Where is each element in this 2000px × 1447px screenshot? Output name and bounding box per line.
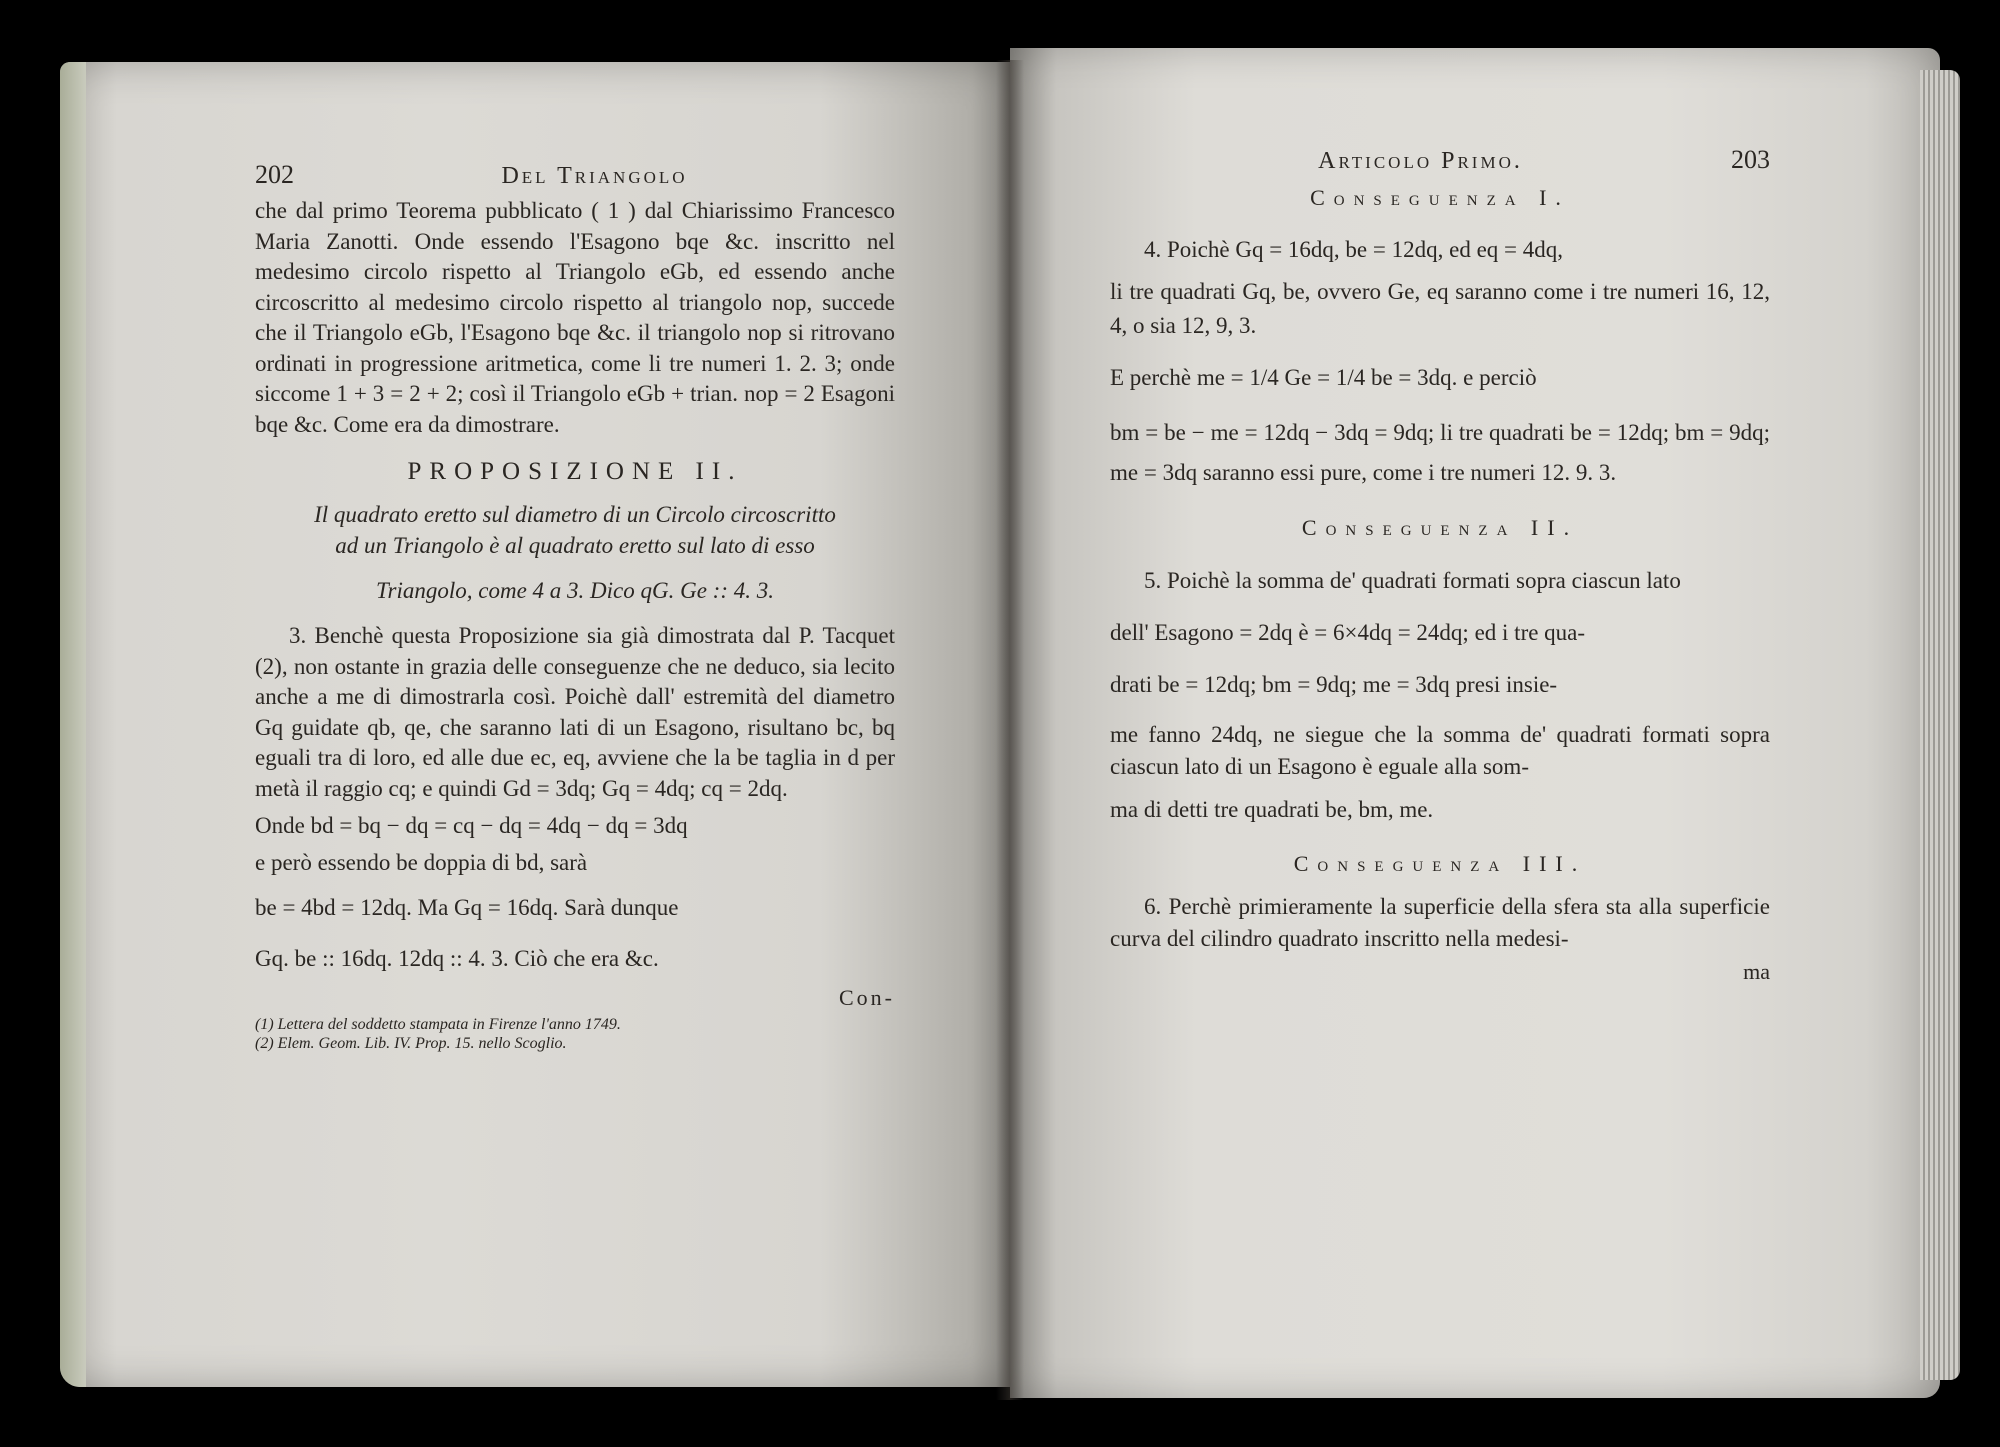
text-line: me fanno 24dq, ne siegue che la somma de' quadrati formati sopra ciascun lato di un Esagono è eguale alla som- bbox=[1110, 722, 1770, 779]
formula-line: be = 4bd = 12dq. Ma Gq = 16dq. Sarà dunque bbox=[255, 894, 679, 920]
paragraph-3: 3. Benchè questa Proposizione sia già dimostrata dal P. Tacquet (2), non ostante in grazia delle conseguenze che ne deduco, sia lecito anche a me di dimostrarla così. Poichè dall' estremità del diametro Gq guidate qb, qe, che saranno lati di un Esagono, risultano bc, bq eguali tra di loro, ed alle due ec, eq, avviene che la be taglia in d per metà il raggio cq; e quindi Gd = 3dq; Gq = 4dq; cq = 2dq. bbox=[255, 623, 895, 801]
footnote: (2) Elem. Geom. Lib. IV. Prop. 15. nello Scoglio. bbox=[255, 1034, 567, 1052]
text-line: 5. Poichè la somma de' quadrati formati sopra ciascun lato bbox=[1144, 568, 1681, 593]
page-number: 202 bbox=[255, 160, 294, 189]
section-heading: Conseguenza II. bbox=[1301, 515, 1579, 540]
section-heading: Conseguenza III. bbox=[1293, 851, 1587, 876]
left-page-text bbox=[255, 160, 895, 1053]
proposition-statement-line: Il quadrato eretto sul diametro di un Circolo circoscritto bbox=[314, 502, 836, 527]
right-running-head bbox=[1110, 145, 1770, 175]
formula-line: Onde bd = bq − dq = cq − dq = 4dq − dq = 3dq bbox=[255, 813, 688, 838]
page-edges bbox=[1920, 70, 1960, 1380]
proposition-statement-line: Triangolo, come 4 a 3. Dico qG. Ge :: 4. 3. bbox=[376, 578, 774, 603]
intro-paragraph: che dal primo Teorema pubblicato ( 1 ) dal Chiarissimo Francesco Maria Zanotti. Onde essendo l'Esagono bqe &c. inscritto nel medesimo circolo rispetto al Triangolo eGb, ed essendo anche circoscritto al medesimo circolo rispetto al triangolo nop, succede che il Triangolo eGb, l'Esagono bqe &c. il triangolo nop si ritrovano ordinati in progressione aritmetica, come li tre numeri 1. 2. 3; onde siccome 1 + 3 = 2 + 2; così il Triangolo eGb + trian. nop = 2 Esagoni bqe &c. Come era da dimostrare. bbox=[255, 198, 895, 437]
formula-line: Gq. be :: 16dq. 12dq :: 4. 3. Ciò che era &c. bbox=[255, 945, 659, 971]
catchword: ma bbox=[1743, 959, 1770, 984]
formula-line: 4. Poichè Gq = 16dq, be = 12dq, ed eq = 4dq, bbox=[1144, 237, 1563, 262]
left-running-head bbox=[255, 160, 895, 190]
text-line: 6. Perchè primieramente la superficie della sfera sta alla superficie curva del cilindro quadrato inscritto nella medesi- bbox=[1110, 894, 1770, 951]
formula-line: dell' Esagono = 2dq è = 6×4dq = 24dq; ed i tre qua- bbox=[1110, 620, 1586, 645]
section-heading: Conseguenza I. bbox=[1310, 185, 1570, 210]
text-line: bm = be − me = 12dq − 3dq = 9dq; li tre quadrati be = 12dq; bm = 9dq; me = 3dq saranno essi pure, come i tre numeri 12. 9. 3. bbox=[1110, 420, 1770, 485]
text-line: li tre quadrati Gq, be, ovvero Ge, eq saranno come i tre numeri 16, 12, 4, o sia 12, 9, 3. bbox=[1110, 279, 1770, 338]
book-gutter bbox=[996, 60, 1024, 1400]
proposition-heading: PROPOSIZIONE II. bbox=[407, 458, 743, 485]
formula-line: ma di detti tre quadrati be, bm, me. bbox=[1110, 797, 1434, 822]
proposition-statement-line: ad un Triangolo è al quadrato eretto sul lato di esso bbox=[335, 532, 815, 558]
footnote: (1) Lettera del soddetto stampata in Firenze l'anno 1749. bbox=[255, 1015, 621, 1033]
catchword: Con- bbox=[839, 984, 895, 1010]
running-title: Del Triangolo bbox=[501, 163, 688, 189]
formula-line: e però essendo be doppia di bd, sarà bbox=[255, 850, 588, 875]
right-page-text bbox=[1110, 145, 1770, 989]
page-number: 203 bbox=[1731, 145, 1770, 174]
running-title: Articolo Primo. bbox=[1318, 148, 1523, 174]
formula-line: drati be = 12dq; bm = 9dq; me = 3dq presi insie- bbox=[1110, 672, 1558, 697]
formula-line: E perchè me = 1/4 Ge = 1/4 be = 3dq. e perciò bbox=[1110, 365, 1537, 390]
